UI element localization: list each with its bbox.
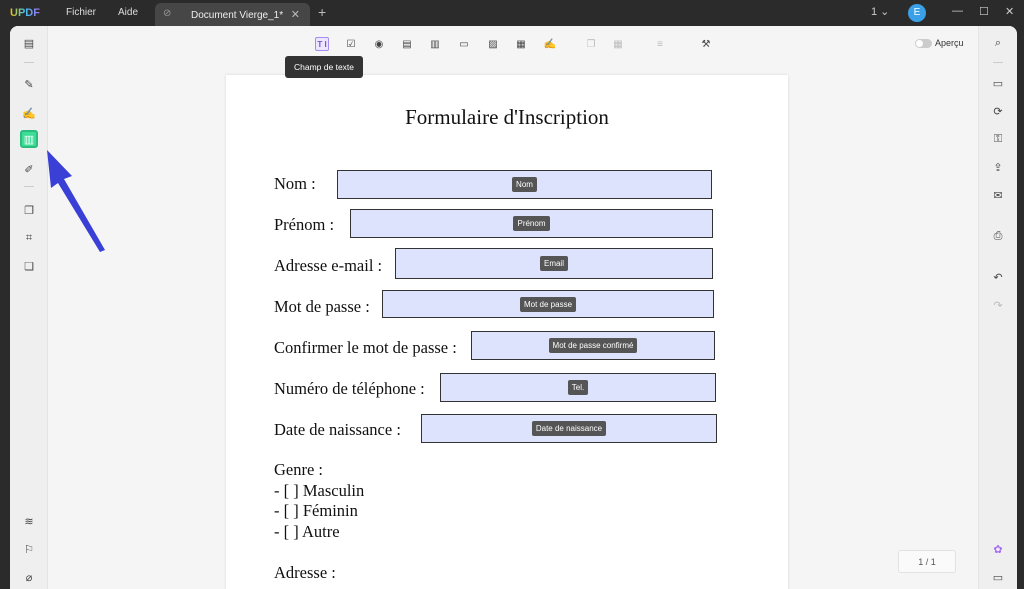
page-selector-value: 1	[871, 6, 878, 18]
menu-aide[interactable]: Aide	[118, 7, 139, 18]
tab-title: Document Vierge_1*	[191, 10, 284, 21]
save-icon[interactable]: ⎙	[993, 229, 1003, 242]
tools-menu-icon[interactable]: ⚒	[701, 38, 711, 50]
organize-pages-icon[interactable]: ❐	[24, 204, 34, 217]
unsaved-icon: ⊘	[163, 8, 172, 19]
search-icon[interactable]: ⌕	[994, 36, 1002, 49]
email-icon[interactable]: ✉	[993, 189, 1003, 202]
field-tag: Email	[540, 256, 568, 271]
field-label: Prénom :	[274, 215, 335, 234]
menu-fichier[interactable]: Fichier	[66, 7, 97, 18]
field-label: Date de naissance :	[274, 420, 401, 439]
field-label: Adresse e-mail :	[274, 256, 383, 275]
page-indicator[interactable]: 1 / 1	[898, 550, 956, 573]
attachment-icon[interactable]: ⌀	[25, 571, 33, 584]
comment-icon[interactable]: ▭	[992, 571, 1004, 584]
close-tab-icon[interactable]: ✕	[290, 9, 300, 21]
image-field-tool-icon[interactable]: ▨	[488, 38, 498, 50]
list-box-tool-icon[interactable]: ▥	[430, 38, 440, 50]
genre-option: - [ ] Féminin	[274, 501, 358, 520]
field-label: Numéro de téléphone :	[274, 379, 425, 398]
page-selector[interactable]: 1 ⌄	[871, 6, 890, 18]
convert-icon[interactable]: ⟳	[993, 105, 1003, 118]
signature-tool-icon[interactable]: ✍	[543, 38, 557, 50]
date-field-tool-icon[interactable]: ▦	[516, 38, 526, 50]
genre-label: Genre :	[274, 460, 324, 479]
text-field-confirm-password[interactable]	[471, 331, 715, 360]
text-field-email[interactable]	[395, 248, 713, 279]
protect-icon[interactable]: ⚿	[993, 132, 1003, 145]
share-icon[interactable]: ⇪	[993, 161, 1003, 174]
genre-option: - [ ] Autre	[274, 522, 340, 541]
crop-icon[interactable]: ⌗	[25, 231, 33, 244]
genre-option: - [ ] Masculin	[274, 481, 365, 500]
maximize-button[interactable]: ☐	[979, 6, 989, 18]
highlight-icon[interactable]: ✎	[24, 78, 34, 91]
text-field-tool[interactable]: T I	[315, 37, 329, 51]
button-tool-icon[interactable]: ▭	[459, 38, 469, 50]
text-field-prenom[interactable]	[350, 209, 713, 238]
field-tag: Mot de passe confirmé	[549, 338, 638, 353]
pdf-page	[226, 75, 788, 589]
radio-button-tool-icon[interactable]: ◉	[374, 38, 384, 50]
avatar[interactable]: E	[908, 4, 926, 22]
tooltip: Champ de texte	[285, 56, 363, 78]
new-tab-button[interactable]: +	[318, 4, 327, 20]
form-editor-icon[interactable]: ▥	[20, 130, 38, 148]
field-label: Nom :	[274, 174, 316, 193]
arrow-shape	[47, 150, 105, 252]
field-tag: Tel.	[568, 380, 588, 395]
ocr-icon[interactable]: ▭	[992, 77, 1004, 90]
redo-icon[interactable]: ↷	[993, 299, 1003, 312]
preview-label: Aperçu	[935, 38, 964, 48]
edit-pdf-icon[interactable]: ✍	[22, 107, 36, 120]
text-field-phone[interactable]	[440, 373, 716, 402]
text-field-password[interactable]	[382, 290, 714, 318]
text-field-nom[interactable]	[337, 170, 712, 199]
field-tag: Mot de passe	[520, 297, 576, 312]
text-field-birthdate[interactable]	[421, 414, 717, 443]
field-label: Confirmer le mot de passe :	[274, 338, 457, 357]
watermark-icon[interactable]: ❏	[24, 260, 34, 273]
layers-icon[interactable]: ≋	[24, 515, 34, 528]
align-icon[interactable]: ≡	[657, 38, 663, 50]
field-tag: Prénom	[513, 216, 549, 231]
form-title: Formulaire d'Inscription	[405, 105, 609, 129]
field-tag: Nom	[512, 177, 537, 192]
ai-assistant-icon[interactable]: ✿	[993, 543, 1003, 556]
updf-logo: UPDF	[10, 7, 40, 19]
checkbox-tool-icon[interactable]: ☑	[346, 38, 356, 50]
bookmark-icon[interactable]: ⚐	[24, 543, 34, 556]
minimize-button[interactable]: —	[952, 5, 963, 17]
field-label: Mot de passe :	[274, 297, 370, 316]
dropdown-tool-icon[interactable]: ▤	[402, 38, 412, 50]
field-tag: Date de naissance	[532, 421, 606, 436]
grid-icon[interactable]: ▦	[613, 38, 623, 50]
duplicate-icon[interactable]: ❐	[586, 38, 596, 50]
close-window-button[interactable]: ✕	[1005, 6, 1015, 18]
fill-sign-icon[interactable]: ✐	[24, 163, 34, 176]
address-label: Adresse :	[274, 563, 336, 582]
reader-mode-icon[interactable]: ▤	[23, 37, 35, 50]
undo-icon[interactable]: ↶	[993, 271, 1003, 284]
